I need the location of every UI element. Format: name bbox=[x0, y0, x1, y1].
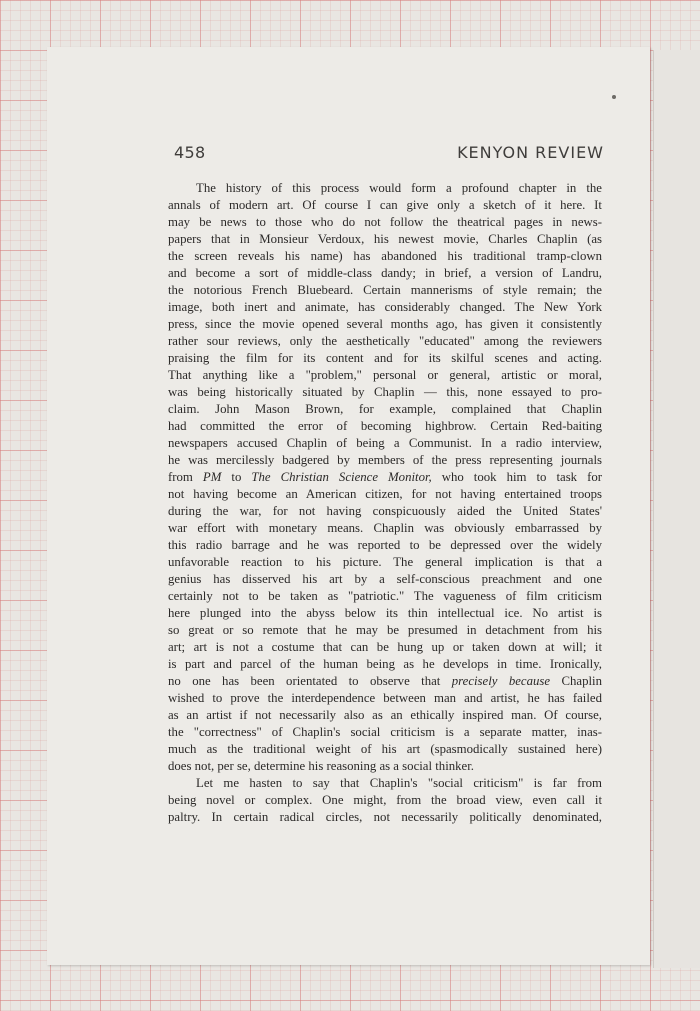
text-line: claim. John Mason Brown, for example, complained that Chaplin bbox=[168, 402, 602, 416]
journal-title: KENYON REVIEW bbox=[457, 143, 604, 162]
text-line: being novel or complex. One might, from the broad view, even call it bbox=[168, 793, 602, 807]
text-fragment: Chaplin bbox=[550, 674, 602, 688]
text-line: unfavorable reaction to his picture. The general implication is that a bbox=[168, 555, 602, 569]
text-line: the "correctness" of Chaplin's social criticism is a separate matter, inas- bbox=[168, 725, 602, 739]
text-line: so great or so remote that he may be presumed in detachment from his bbox=[168, 623, 602, 637]
text-line: image, both inert and animate, has considerably changed. The New York bbox=[168, 300, 602, 314]
text-line: this radio barrage and he was reported to be depressed over the widely bbox=[168, 538, 602, 552]
italic-emphasis: precisely because bbox=[451, 674, 551, 688]
text-fragment: to bbox=[221, 470, 252, 484]
italic-title-pm: PM bbox=[202, 470, 222, 484]
body-text bbox=[168, 180, 602, 826]
text-line: he was mercilessly badgered by members of the press representing journals bbox=[168, 453, 602, 467]
text-line: The history of this process would form a profound chapter in the bbox=[196, 181, 602, 195]
text-line: not having become an American citizen, for not having entertained troops bbox=[168, 487, 602, 501]
page-number: 458 bbox=[174, 143, 206, 162]
text-line-with-italics bbox=[168, 673, 602, 690]
text-fragment: no one has been orientated to observe that bbox=[168, 674, 452, 688]
text-line: newspapers accused Chaplin of being a Communist. In a radio interview, bbox=[168, 436, 602, 450]
text-line: the screen reveals his name) has abandoned his traditional tramp-clown bbox=[168, 249, 602, 263]
text-line: paltry. In certain radical circles, not necessarily politically denominated, bbox=[168, 810, 602, 824]
text-line: does not, per se, determine his reasoning as a social thinker. bbox=[168, 759, 474, 773]
text-fragment: from bbox=[168, 470, 203, 484]
text-line: wished to prove the interdependence between man and artist, he has failed bbox=[168, 691, 602, 705]
text-line: may be news to those who do not follow the theatrical pages in news- bbox=[168, 215, 602, 229]
text-line: annals of modern art. Of course I can give only a sketch of it here. It bbox=[168, 198, 602, 212]
adjacent-page-edge bbox=[653, 50, 700, 968]
text-line: is part and parcel of the human being as he develops in time. Ironically, bbox=[168, 657, 602, 671]
text-line: papers that in Monsieur Verdoux, his newest movie, Charles Chaplin (as bbox=[168, 232, 602, 246]
text-line: was being historically situated by Chaplin — this, none essayed to pro- bbox=[168, 385, 602, 399]
text-line: and become a sort of middle-class dandy; in brief, a version of Landru, bbox=[168, 266, 602, 280]
text-line: Let me hasten to say that Chaplin's "social criticism" is far from bbox=[196, 776, 602, 790]
text-line: rather sour reviews, only the aesthetically "educated" among the reviewers bbox=[168, 334, 602, 348]
italic-title-monitor: The Christian Science Monitor, bbox=[251, 470, 432, 484]
text-line: certainly not to be taken as "patriotic." The vagueness of film criticism bbox=[168, 589, 602, 603]
text-line: during the war, for not having conspicuously aided the United States' bbox=[168, 504, 602, 518]
page-mark bbox=[612, 95, 616, 99]
text-line: That anything like a "problem," personal or general, artistic or moral, bbox=[168, 368, 602, 382]
text-line: war effort with monetary means. Chaplin was obviously embarrassed by bbox=[168, 521, 602, 535]
text-line: here plunged into the abyss below its thin intellectual ice. No artist is bbox=[168, 606, 602, 620]
text-line: praising the film for its content and for its skilful scenes and acting. bbox=[168, 351, 602, 365]
text-line: genius has disserved his art by a self-conscious preachment and one bbox=[168, 572, 602, 586]
text-line: art; art is not a costume that can be hung up or taken down at will; it bbox=[168, 640, 602, 654]
text-line-with-italics bbox=[168, 469, 602, 486]
running-head bbox=[174, 143, 604, 169]
text-line: much as the traditional weight of his art (spasmodically sustained here) bbox=[168, 742, 602, 756]
text-line: the notorious French Bluebeard. Certain mannerisms of style remain; the bbox=[168, 283, 602, 297]
text-line: had committed the error of becoming highbrow. Certain Red-baiting bbox=[168, 419, 602, 433]
text-line: as an artist if not necessarily also as an ethically inspired man. Of course, bbox=[168, 708, 602, 722]
text-line: press, since the movie opened several months ago, has given it consistently bbox=[168, 317, 602, 331]
text-fragment: who took him to task for bbox=[431, 470, 602, 484]
